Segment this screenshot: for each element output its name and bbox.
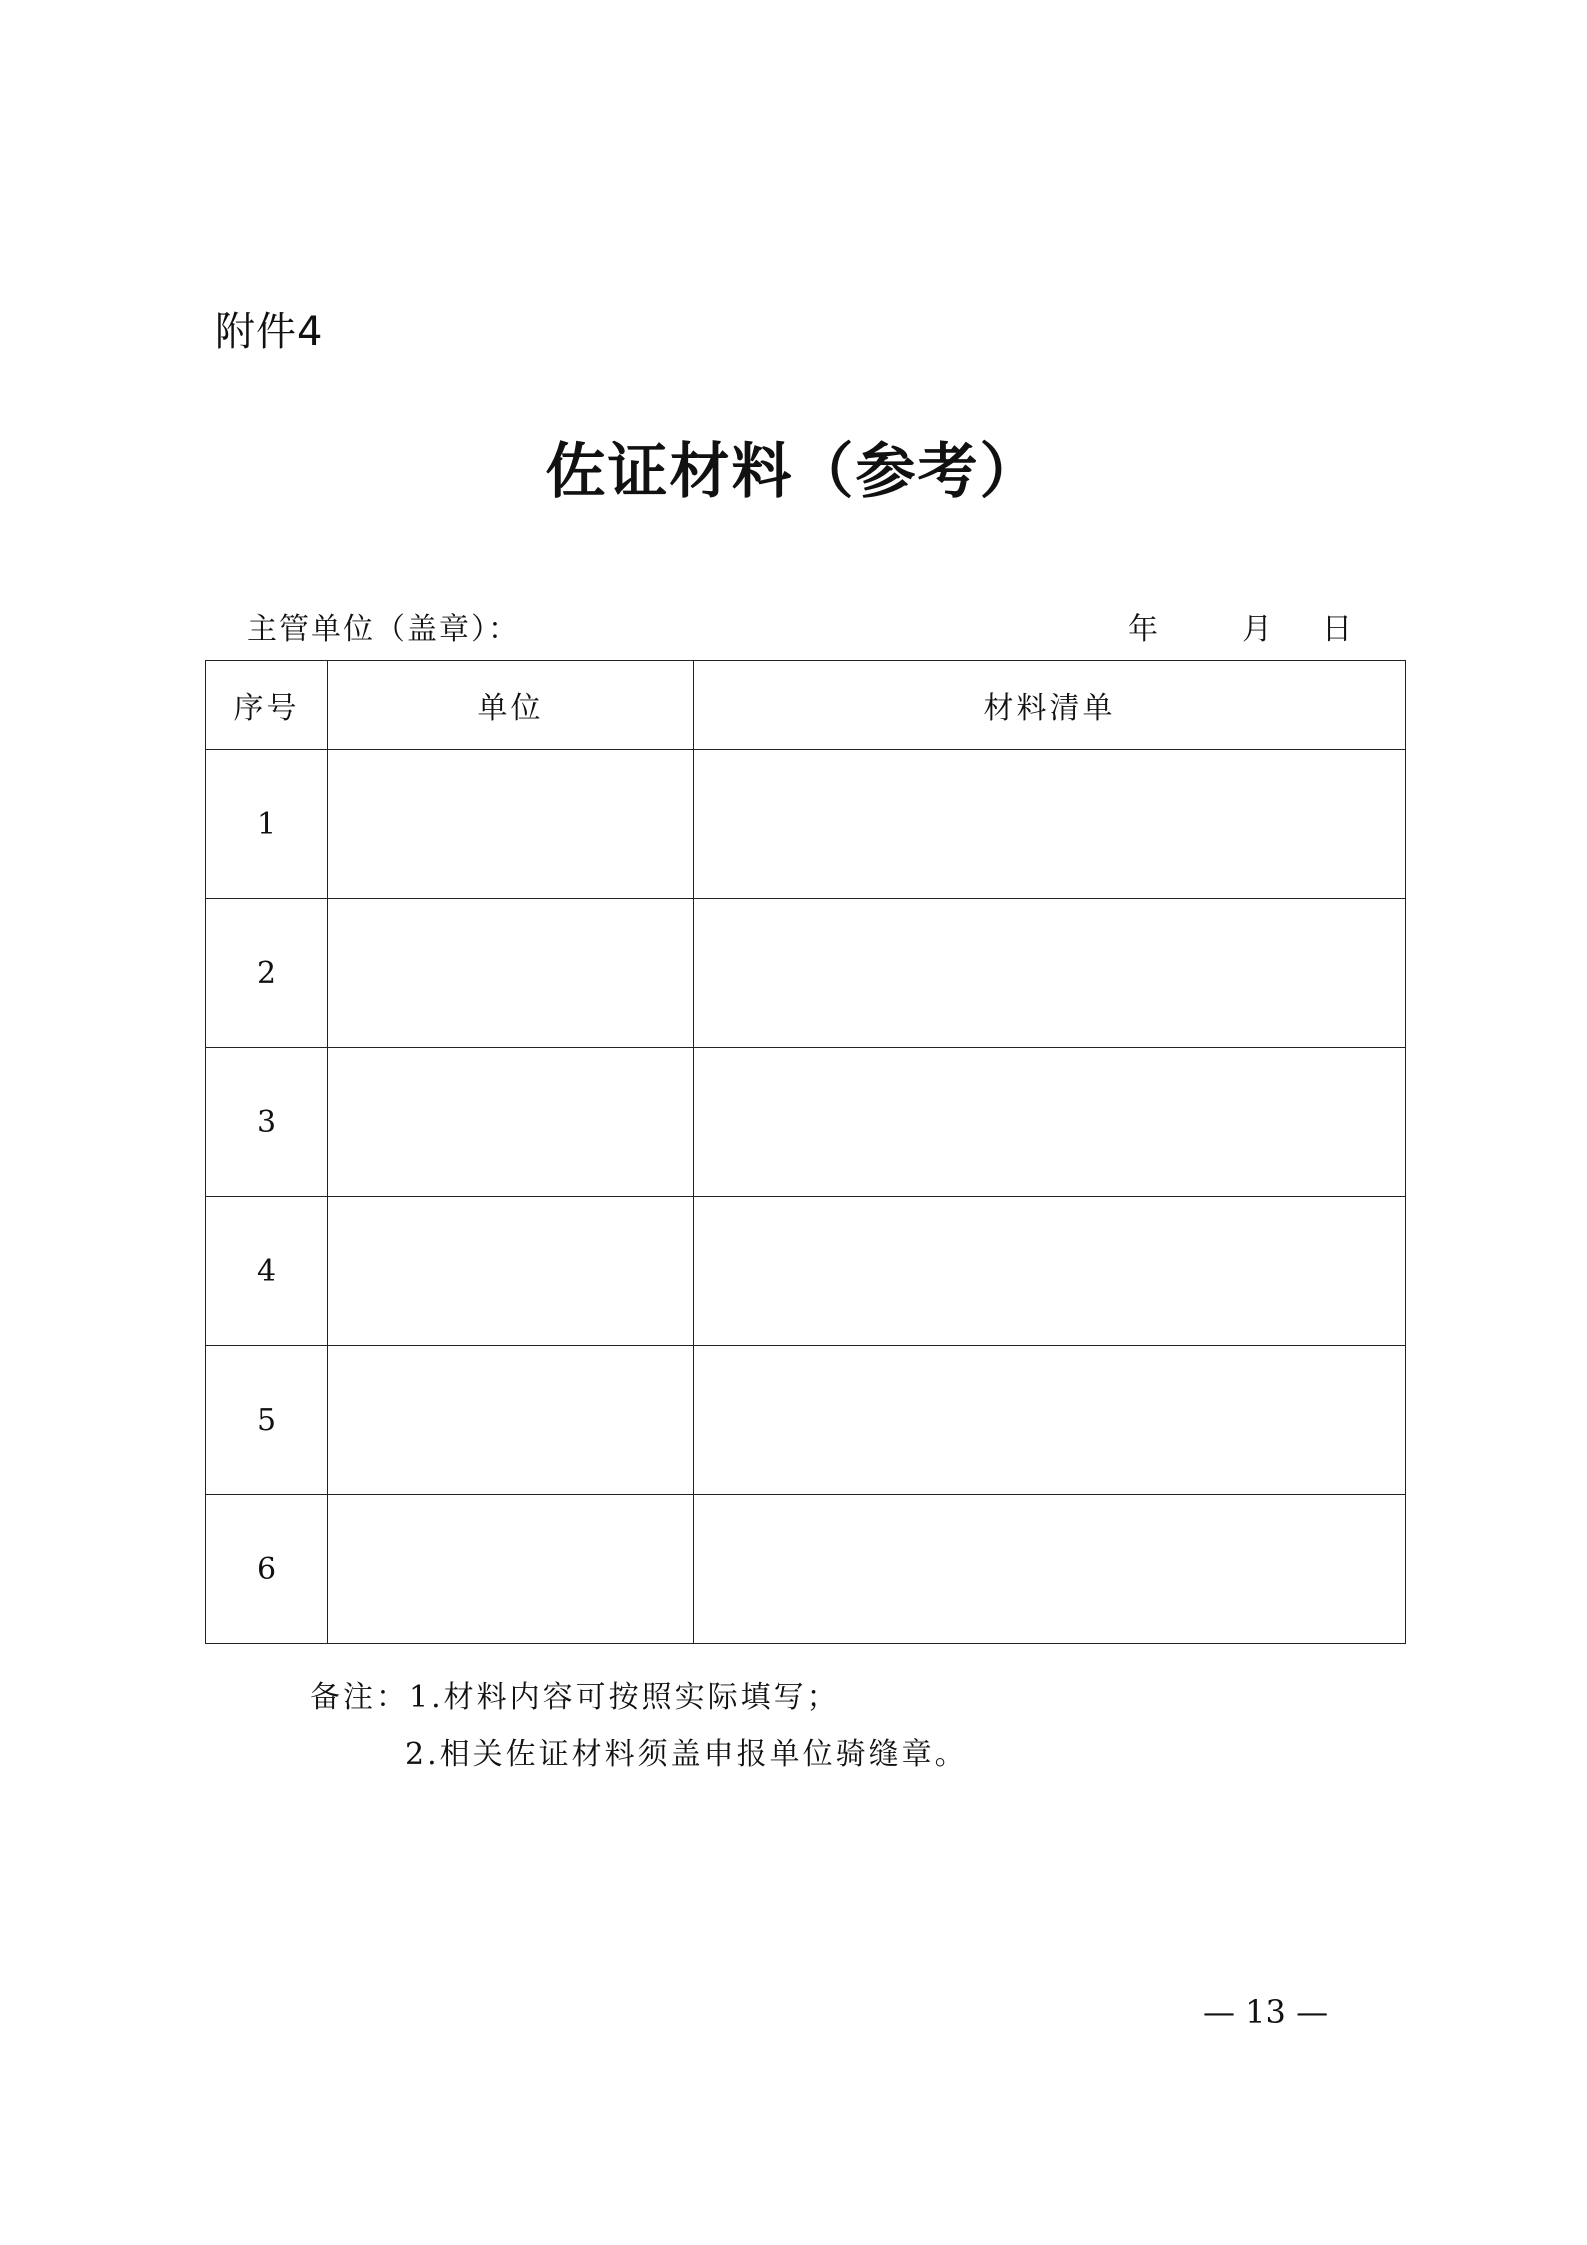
materials-cell[interactable] [694, 1048, 1406, 1197]
table-row [206, 1346, 1406, 1495]
document-title: 佐证材料（参考） [545, 437, 1042, 507]
table-row [206, 1197, 1406, 1346]
row-number-cell: 6 [206, 1495, 328, 1644]
materials-cell[interactable] [694, 1197, 1406, 1346]
column-header-number: 序号 [206, 661, 328, 750]
unit-cell[interactable] [328, 1346, 694, 1495]
note-line-1: 备注：1.材料内容可按照实际填写； [310, 1680, 840, 1715]
table-header-row [206, 661, 1406, 750]
materials-cell[interactable] [694, 750, 1406, 899]
column-header-materials: 材料清单 [694, 661, 1406, 750]
table-row [206, 1048, 1406, 1197]
row-number-cell: 2 [206, 899, 328, 1048]
column-header-unit: 单位 [328, 661, 694, 750]
row-number-cell: 1 [206, 750, 328, 899]
attachment-label: 附件4 [215, 309, 324, 355]
unit-cell[interactable] [328, 1495, 694, 1644]
page-number: — 13 — [1203, 1993, 1329, 2031]
date-year-label: 年 [1128, 612, 1158, 647]
materials-cell[interactable] [694, 1346, 1406, 1495]
unit-cell[interactable] [328, 1048, 694, 1197]
unit-cell[interactable] [328, 1197, 694, 1346]
table-row [206, 1495, 1406, 1644]
unit-cell[interactable] [328, 750, 694, 899]
date-day-label: 日 [1322, 612, 1352, 647]
unit-cell[interactable] [328, 899, 694, 1048]
date-month-label: 月 [1242, 612, 1272, 647]
supervising-unit-label: 主管单位（盖章）： [247, 612, 520, 647]
materials-cell[interactable] [694, 1495, 1406, 1644]
row-number-cell: 3 [206, 1048, 328, 1197]
note-line-2: 2.相关佐证材料须盖申报单位骑缝章。 [405, 1737, 968, 1772]
row-number-cell: 4 [206, 1197, 328, 1346]
table-row [206, 750, 1406, 899]
row-number-cell: 5 [206, 1346, 328, 1495]
table-row [206, 899, 1406, 1048]
materials-table [205, 660, 1406, 1644]
materials-cell[interactable] [694, 899, 1406, 1048]
